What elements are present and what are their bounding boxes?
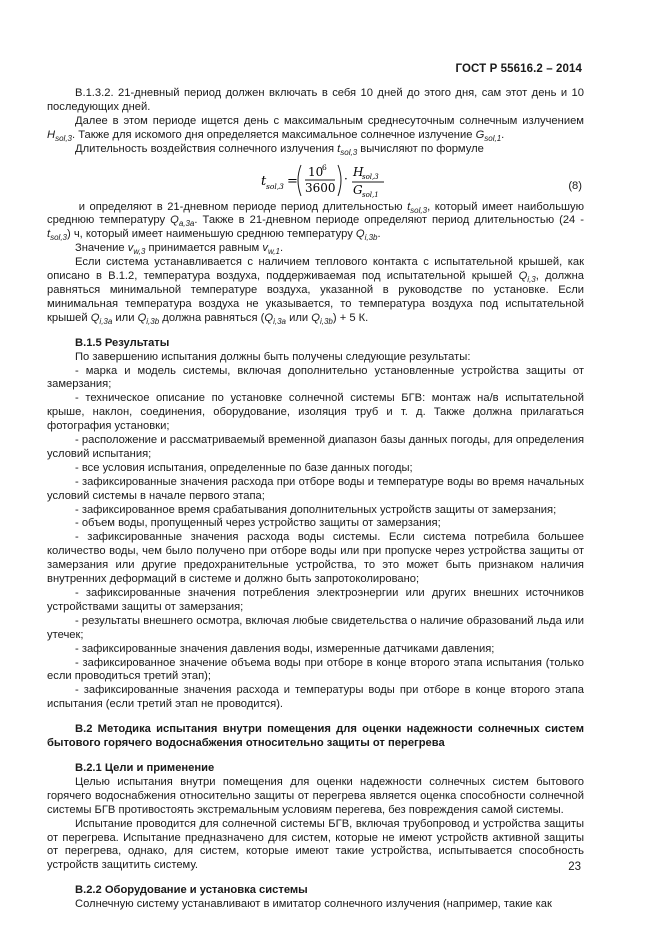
svg-text:sol,1: sol,1 (362, 190, 379, 199)
list-item: - зафиксированные значения расхода при отборе воды и температуре воды во время начальных условий системы в начале первого этапа; (47, 475, 584, 502)
svg-text:sol,3: sol,3 (266, 181, 284, 191)
svg-text:H: H (353, 164, 364, 179)
list-item: - зафиксированное значение объема воды при отборе в конце второго этапа испытания (только если проводиться третий этап); (47, 656, 584, 683)
svg-text:=: = (287, 173, 298, 189)
list-item: - все условия испытания, определенные по базе данных погоды; (75, 461, 413, 474)
svg-text:·: · (344, 171, 348, 186)
paragraph-b132: В.1.3.2. 21-дневный период должен включать в себя 10 дней до этого дня, сам этот день и 10 последующих дней. (47, 87, 584, 113)
list-item: - зафиксированное время срабатывания дополнительных устройств защиты от замерзания; (75, 503, 557, 516)
paragraph-installation: Солнечную систему устанавливают в имитатор солнечного излучения (например, такие как (75, 898, 552, 911)
svg-text:6: 6 (322, 162, 327, 172)
heading-b15: В.1.5 Результаты (75, 336, 170, 349)
svg-text:t: t (261, 173, 267, 189)
formula-8 (47, 157, 584, 201)
svg-text:3600: 3600 (305, 180, 336, 195)
list-item: - зафиксированные значения потребления электроэнергии или других внешних источников устройствами защиты от замерзания; (47, 587, 584, 613)
list-item: - расположение и рассматриваемый временной диапазон базы данных погоды, для определения условий испытания; (47, 434, 584, 460)
equation-number: (8) (568, 179, 582, 192)
paragraph-period-determination: и определяют в 21-дневном периоде период длительностью $t_{sol,3}$, который имеет наибольшую среднюю температуру $Q_{a,3a}$. Также в 21-дневном периоде определяют период длительностью $(24 - t_{sol,3})$ ч, который имеет наименьшую среднюю температуру $Q_{i,3b}$. (47, 200, 585, 243)
page-number: 23 (568, 861, 581, 873)
document-body (47, 87, 584, 912)
paragraph-results-intro: По завершению испытания должны быть получены следующие результаты: (75, 350, 471, 363)
paragraph-duration-intro: Длительность воздействия солнечного излучения $t_{sol,3}$ вычисляют по формуле (75, 142, 484, 157)
svg-text:sol,3: sol,3 (362, 172, 379, 181)
svg-text:10: 10 (308, 164, 324, 179)
document-id: ГОСТ Р 55616.2 – 2014 (455, 63, 582, 75)
heading-b22: В.2.2 Оборудование и установка системы (75, 884, 308, 897)
heading-b21: В.2.1 Цели и применение (75, 761, 215, 774)
list-item: - результаты внешнего осмотра, включая любые свидетельства о наличие образований льда или утечек; (47, 614, 584, 641)
paragraph-scope: Испытание проводится для солнечной системы БГВ, включая трубопровод и устройства защиты от перегрева. Испытание предназначено для систем, которые не имеют устройств активной защиты от перегрева, однако, для систем, которые имеют такие устройства, испытывается способность устройств защитить систему. (47, 817, 584, 872)
list-item: - зафиксированные значения расхода и температуры воды при отборе в конце второго этапа испытания (если третий этап не проводится). (47, 684, 584, 711)
paragraph-purpose: Целью испытания внутри помещения для оценки надежности солнечных систем бытового горячего водоснабжения относительно защиты от перегрева является оценка способности солнечной системы БГВ противостоять экстремальным условиям перегева, без повреждения самой системы. (47, 775, 584, 816)
list-item: - техническое описание по установке солнечной системы БГВ: монтаж на/в испытательной крыше, наклон, соединения, оборудование, изоляция труб и т. д. Также должна прилагаться фотография установки; (47, 392, 584, 433)
list-item: - зафиксированные значения давления воды, измеренные датчиками давления; (75, 642, 495, 655)
paragraph-max-radiation: Далее в этом периоде ищется день с максимальным среднесуточным солнечным излучением $H_{sol,3}$. Также для искомого дня определяется максимальное солнечное излучение $G_{sol,1}$. (47, 114, 584, 143)
svg-text:G: G (353, 182, 363, 197)
list-item: - объем воды, пропущенный через устройство защиты от замерзания; (75, 517, 441, 530)
paragraph-thermal-contact: Если система устанавливается с наличием теплового контакта с испытательной крышей, как описано в В.1.2, температура воздуха, поддерживаемая под испытательной крышей $Q_{i,3}$, должна равняться минимальной температуре воздуха, указанной в руководстве по установке. Если минимальная температура воздуха не указывается, то температура воздуха под испытательной крышей $Q_{i,3a}$ или $Q_{i,3b}$ должна равняться ($Q_{i,3a}$ или $Q_{i,3b}) + 5$ К. (47, 256, 584, 327)
paragraph-wind-speed: Значение $v_{w,3}$ принимается равным $v_{w,1}$. (75, 242, 284, 257)
list-item: - марка и модель системы, включая дополнительно установленные устройства защиты от замерзания; (47, 364, 584, 391)
formula-expression (261, 159, 441, 201)
heading-b2: В.2 Методика испытания внутри помещения для оценки надежности солнечных систем бытового горячего водоснабжения относительно защиты от перегрева (47, 723, 584, 750)
list-item: - зафиксированные значения расхода воды системы. Если система потребила большее количество воды, чем было получено при отборе воды или при пропуске через устройства защиты от замерзания или другие предохранительные устройства, то это может быть признаком наличия внутренних деформаций в системе и должно быть запротоколировано; (47, 531, 584, 586)
